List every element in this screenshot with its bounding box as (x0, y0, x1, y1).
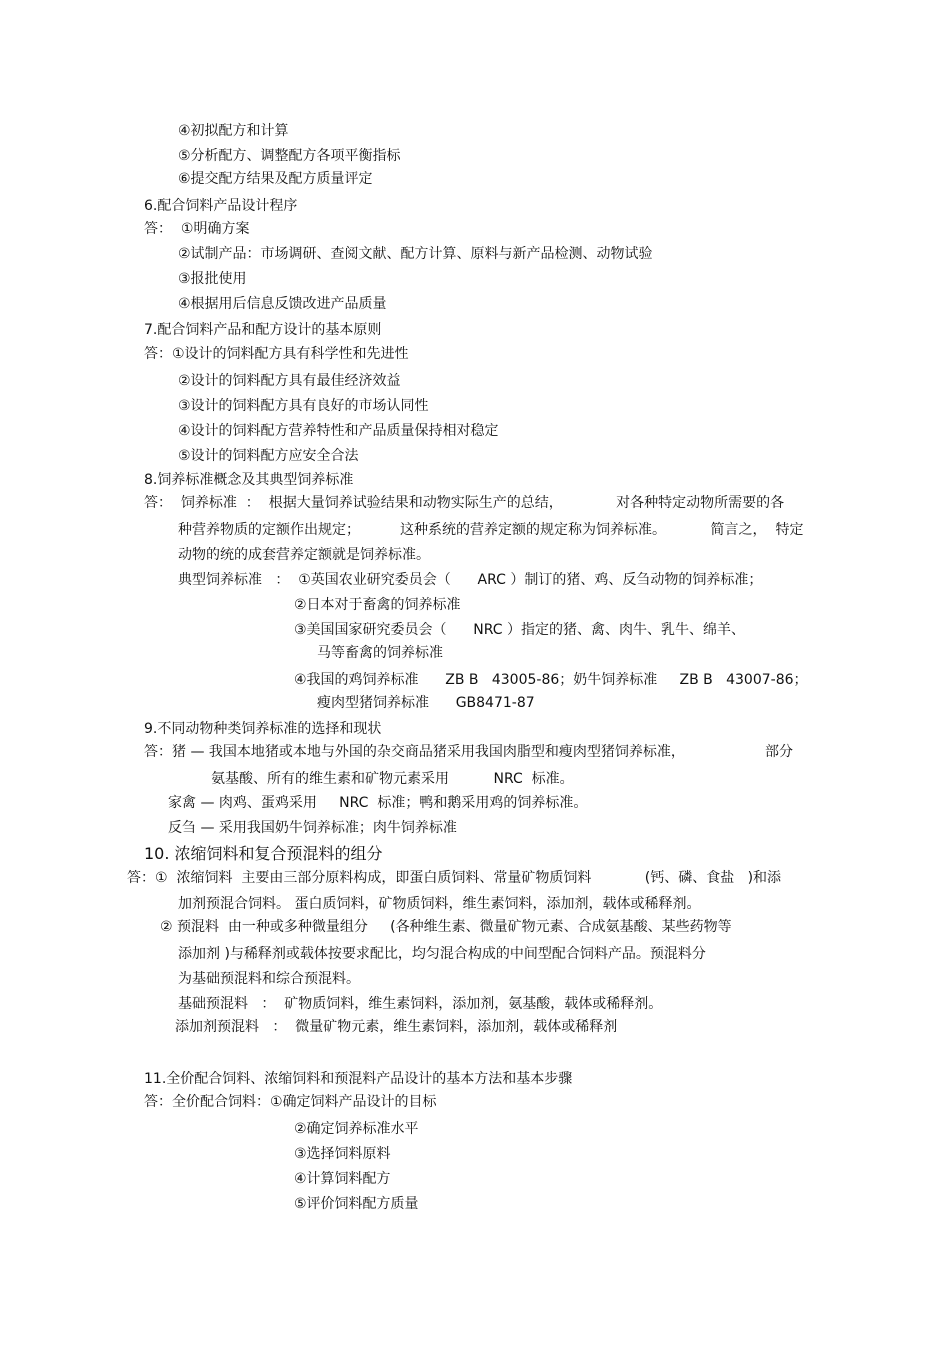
text-line: 瘦肉型猪饲养标准 GB8471-87 (317, 695, 535, 711)
text-line: ④计算饲料配方 (294, 1171, 391, 1187)
text-line: 加剂预混合饲料。 蛋白质饲料，矿物质饲料，维生素饲料，添加剂，载体或稀释剂。 (178, 896, 701, 912)
text-line: ⑤分析配方、调整配方各项平衡指标 (178, 148, 401, 164)
text-line: ②试制产品：市场调研、查阅文献、配方计算、原料与新产品检测、动物试验 (178, 246, 653, 262)
text-line: 典型饲养标准 ： ①英国农业研究委员会（ ARC ）制订的猪、鸡、反刍动物的饲养标准； (178, 572, 763, 588)
text-line: ② 预混料 由一种或多种微量组分 (各种维生素、微量矿物元素、合成氨基酸、某些药物等 (160, 919, 732, 935)
text-line: ②日本对于畜禽的饲养标准 (294, 597, 461, 613)
text-line: 添加剂预混料 ： 微量矿物元素，维生素饲料，添加剂，载体或稀释剂 (175, 1019, 618, 1035)
section-heading: 10. 浓缩饲料和复合预混料的组分 (144, 844, 383, 863)
text-line: 答： 饲养标准 ： 根据大量饲养试验结果和动物实际生产的总结， 对各种特定动物所需要的各 (144, 495, 785, 511)
section-heading: 7.配合饲料产品和配方设计的基本原则 (144, 322, 382, 338)
text-line: 答：① 浓缩饲料 主要由三部分原料构成，即蛋白质饲料、常量矿物质饲料 (钙、磷、食盐 )和添 (127, 870, 782, 886)
text-line: ⑥提交配方结果及配方质量评定 (178, 171, 373, 187)
text-line: 反刍 — 采用我国奶牛饲养标准；肉牛饲养标准 (168, 820, 457, 836)
text-line: 添加剂 )与稀释剂或载体按要求配比，均匀混合构成的中间型配合饲料产品。预混料分 (178, 946, 706, 962)
text-line: ③选择饲料原料 (294, 1146, 391, 1162)
text-line: 为基础预混料和综合预混料。 (178, 971, 360, 987)
text-line: 基础预混料 ： 矿物质饲料，维生素饲料，添加剂，氨基酸，载体或稀释剂。 (178, 996, 663, 1012)
text-line: 氨基酸、所有的维生素和矿物元素采用 NRC 标准。 (211, 771, 574, 787)
text-line: ③设计的饲料配方具有良好的市场认同性 (178, 398, 429, 414)
section-heading: 8.饲养标准概念及其典型饲养标准 (144, 472, 354, 488)
text-line: 答： ①明确方案 (144, 221, 250, 237)
text-line: ③报批使用 (178, 271, 247, 287)
text-line: 答：猪 — 我国本地猪或本地与外国的杂交商品猪采用我国肉脂型和瘦肉型猪饲养标准， 部分 (144, 744, 794, 760)
text-line: 家禽 — 肉鸡、蛋鸡采用 NRC 标准；鸭和鹅采用鸡的饲养标准。 (168, 795, 588, 811)
text-line: 答：①设计的饲料配方具有科学性和先进性 (144, 346, 409, 362)
section-heading: 6.配合饲料产品设计程序 (144, 198, 298, 214)
text-line: ⑤评价饲料配方质量 (294, 1196, 419, 1212)
text-line: ③美国国家研究委员会（ NRC ）指定的猪、禽、肉牛、乳牛、绵羊、 (294, 622, 745, 638)
text-line: 答：全价配合饲料：①确定饲料产品设计的目标 (144, 1094, 437, 1110)
text-line: ④我国的鸡饲养标准 ZB B 43005-86；奶牛饲养标准 ZB B 43007-86； (294, 672, 808, 688)
text-line: ②设计的饲料配方具有最佳经济效益 (178, 373, 401, 389)
text-line: ⑤设计的饲料配方应安全合法 (178, 448, 359, 464)
section-heading: 11.全价配合饲料、浓缩饲料和预混料产品设计的基本方法和基本步骤 (144, 1071, 573, 1087)
text-line: ④初拟配方和计算 (178, 123, 289, 139)
text-line: ④根据用后信息反馈改进产品质量 (178, 296, 387, 312)
text-line: 马等畜禽的饲养标准 (317, 645, 443, 661)
text-line: 动物的统的成套营养定额就是饲养标准。 (178, 547, 430, 563)
text-line: ②确定饲养标准水平 (294, 1121, 419, 1137)
section-heading: 9.不同动物种类饲养标准的选择和现状 (144, 721, 382, 737)
text-line: ④设计的饲料配方营养特性和产品质量保持相对稳定 (178, 423, 499, 439)
text-line: 种营养物质的定额作出规定； 这种系统的营养定额的规定称为饲养标准。 简言之， 特定 (178, 522, 804, 538)
